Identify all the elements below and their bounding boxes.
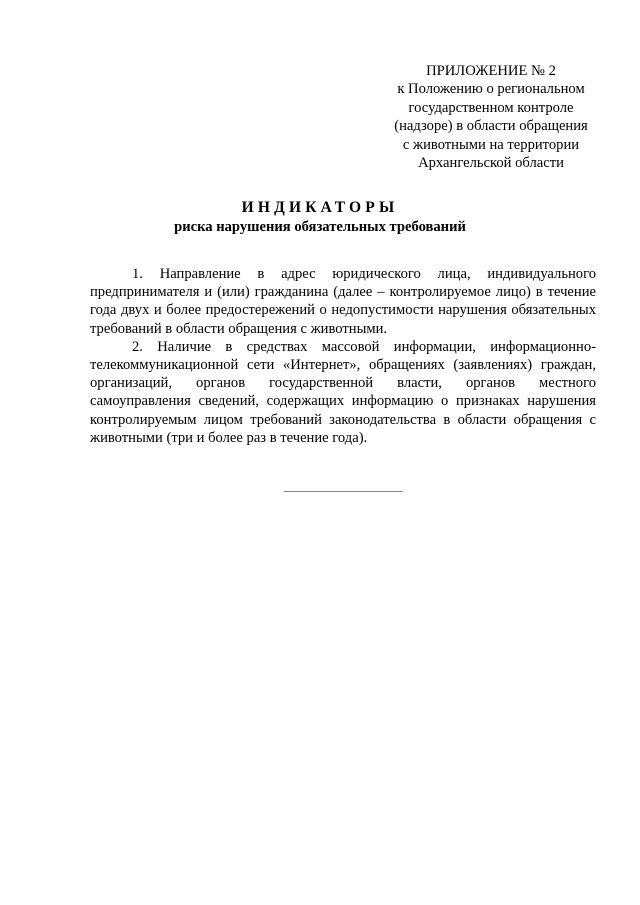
- end-divider: [284, 491, 403, 492]
- appendix-header: [380, 62, 602, 172]
- appendix-line: государственном контроле: [408, 99, 574, 116]
- paragraph-1: 1. Направление в адрес юридического лица, индивидуального предпринимателя и (или) гражданина (далее – контролируемое лицо) в течение года двух и более предостережений о недопустимости нарушения обязательных требований в области обращения с животными.: [90, 266, 596, 337]
- appendix-number: ПРИЛОЖЕНИЕ № 2: [426, 63, 556, 79]
- document-subtitle: риска нарушения обязательных требований: [174, 219, 466, 235]
- appendix-line: (надзоре) в области обращения: [394, 118, 588, 135]
- appendix-line: с животными на территории: [402, 136, 580, 153]
- document-body: [90, 265, 596, 447]
- appendix-line: Архангельской области: [418, 155, 564, 172]
- appendix-line: к Положению о региональном: [397, 81, 585, 98]
- document-title: ИНДИКАТОРЫ: [241, 199, 399, 216]
- paragraph-2: 2. Наличие в средствах массовой информации, информационно-телекоммуникационной сети «Интернет», обращениях (заявлениях) граждан, организаций, органов государственной власти, органов местного самоуправления сведений, содержащих информацию о признаках нарушения контролируемым лицом требований законодательства в области обращения с животными (три и более раз в течение года).: [90, 338, 596, 446]
